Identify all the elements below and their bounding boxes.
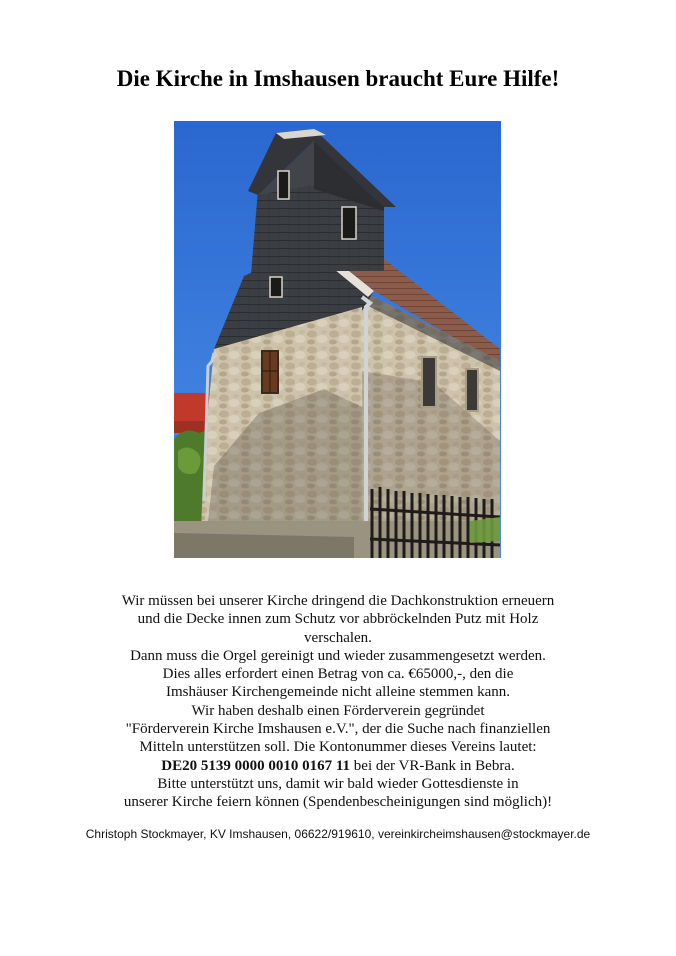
contact-footer: Christoph Stockmayer, KV Imshausen, 06622/919610, vereinkircheimshausen@stockmayer.de [85, 827, 591, 841]
body-line: Dies alles erfordert einen Betrag von ca. €65000,-, den die [162, 666, 514, 683]
body-line: Bitte unterstützt uns, damit wir bald wieder Gottesdienste in [157, 775, 519, 792]
church-photo [174, 121, 501, 558]
bank-account-line [60, 757, 616, 775]
body-line: "Förderverein Kirche Imshausen e.V.", der die Suche nach finanziellen [125, 721, 551, 738]
page-title: Die Kirche in Imshausen braucht Eure Hilfe! [116, 66, 560, 91]
appeal-text [60, 592, 616, 812]
body-line: Imshäuser Kirchengemeinde nicht alleine stemmen kann. [165, 684, 511, 701]
body-line: Mitteln unterstützen soll. Die Kontonummer dieses Vereins lautet: [139, 739, 537, 756]
body-line: Wir haben deshalb einen Förderverein gegründet [191, 702, 485, 719]
body-line: unserer Kirche feiern können (Spendenbescheinigungen sind möglich)! [123, 794, 553, 811]
bank-name: bei der VR-Bank in Bebra. [350, 757, 515, 774]
body-line: verschalen. [304, 629, 372, 646]
iban: DE20 5139 0000 0010 0167 11 [161, 757, 351, 774]
body-line: Wir müssen bei unserer Kirche dringend die Dachkonstruktion erneuern [121, 593, 555, 609]
body-line: Dann muss die Orgel gereinigt und wieder zusammengesetzt werden. [130, 647, 546, 664]
body-line: und die Decke innen zum Schutz vor abbröckelnden Putz mit Holz [137, 611, 539, 628]
